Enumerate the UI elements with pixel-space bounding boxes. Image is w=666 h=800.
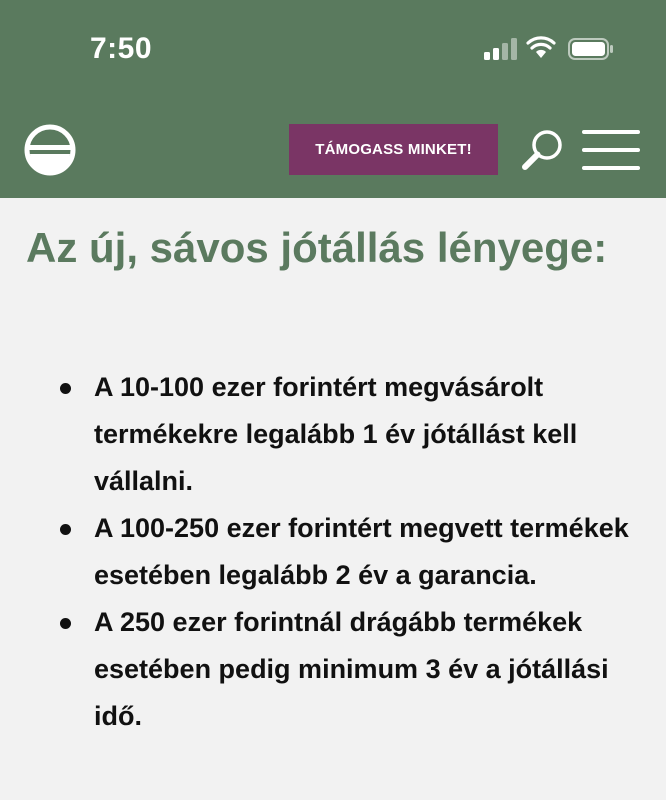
bullet-dot: [60, 524, 71, 535]
list-item-text: A 250 ezer forintnál drágább termékek esetében pedig minimum 3 év a jótállási idő.: [94, 607, 609, 731]
bullet-dot: [60, 383, 71, 394]
nav-bar: [0, 100, 666, 198]
status-time: 7:50: [90, 32, 153, 65]
list-item: [0, 505, 666, 599]
support-button[interactable]: TÁMOGASS MINKET!: [289, 124, 498, 175]
list-item: [0, 364, 666, 505]
bullet-list: [0, 364, 666, 740]
status-bar: [0, 0, 666, 100]
signal-icon: [484, 38, 518, 60]
article-content: [0, 198, 666, 800]
header: [0, 0, 666, 198]
search-icon[interactable]: [521, 128, 565, 172]
battery-icon: [568, 38, 614, 60]
list-item-text: A 100-250 ezer forintért megvett termékek esetében legalább 2 év a garancia.: [94, 513, 629, 590]
wifi-icon: [526, 36, 556, 60]
list-item-text: A 10-100 ezer forintért megvásárolt termékekre legalább 1 év jótállást kell vállalni.: [94, 372, 578, 496]
page-title: Az új, sávos jótállás lényege:: [26, 224, 608, 271]
logo-icon[interactable]: [24, 124, 76, 176]
list-item: [0, 599, 666, 740]
bullet-dot: [60, 618, 71, 629]
menu-icon[interactable]: [582, 130, 640, 170]
